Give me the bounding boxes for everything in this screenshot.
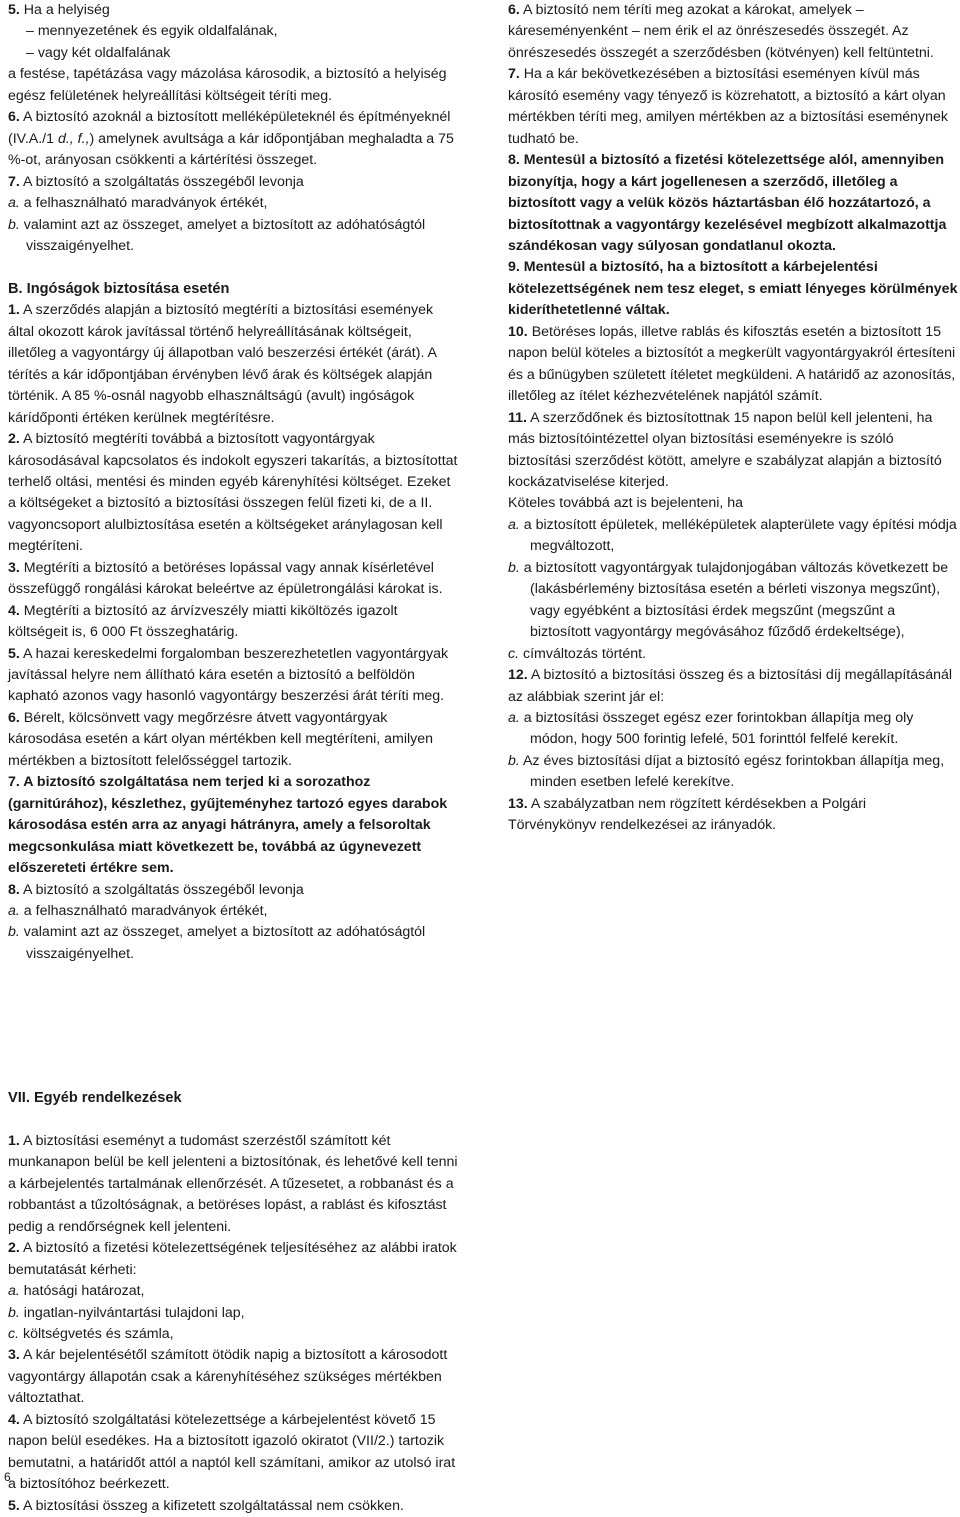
item-6b: 6. Bérelt, kölcsönvett vagy megőrzésre átvett vagyontárgyak károsodása esetén a kárt olyan mértékben kell megtéríteni, amilyen mértékben a biztosított felelősséggel tartozik. [8,709,434,769]
item-11-right: 11. A szerződőnek és biztosítottnak 15 napon belül kell jelenteni, ha más biztosítóintézettel olyan biztosítási eseményekre is szóló biztosítási szerződést kötött, amelyre e szabályzat alapján a biztosító kockázatviselése kiterjed. [508,409,942,490]
sub-item-a: a. a biztosított épületek, melléképületek alapterülete vagy építési módja megváltozott, [508,516,957,555]
item-3: 3. Megtéríti a biztosító a betöréses lopással vagy annak kísérletével összefüggő rongálási károkat beleértve az épületrongálási károkat is. [8,559,443,598]
sub-item-c: c. címváltozás történt. [508,645,647,662]
item-9-right: 9. Mentesül a biztosító, ha a biztosított a kárbejelentési kötelezettségének nem tesz eleget, s emiatt lényeges körülmények kideríthetetlenné váltak. [508,259,958,319]
paragraph: Köteles továbbá azt is bejelenteni, ha [508,495,744,512]
item-3-vii: 3. A kár bejelentésétől számított ötödik napig a biztosított a károsodott vagyontárgy állapotán csak a kárenyhítéséhez szükséges mértékben változtathat. [8,1347,448,1407]
sub-item-b: b. valamint azt az összeget, amelyet a biztosított az adóhatóságtól visszaigényelhet. [8,924,426,962]
sub-item-b: b. a biztosított vagyontárgyak tulajdonjogában változás következett be (lakásbérlemény biztosítása esetén a bérleti viszonya megszűnt), vagy egyébként a biztosítási érdek megszűnt (megszűnt a biztosított vagyontárgy megóvásához fűződő érdekeltsége), [508,559,949,641]
item-1: 1. A szerződés alapján a biztosító megtéríti a biztosítási események által okozott károk javítással történő helyreállításának költségeit, illetőleg a vagyontárgy új állapotban való beszerzési értékét (árát). A térítés a kár időpontjában érvényben lévő árak és költségek alapján történik. A 85 %-osnál nagyobb elhasználtságú (avult) ingóságok kárídőponti értéken kerülnek megtérítésre. [8,302,437,426]
sub-item-b: b. ingatlan-nyilvántartási tulajdoni lap, [8,1304,245,1321]
item-13-right: 13. A szabályzatban nem rögzített kérdésekben a Polgári Törvénykönyv rendelkezései az irányadók. [508,795,867,834]
item-6: 6. A biztosító azoknál a biztosított melléképületeknél és építményeknél (IV.A./1 d., f.,) amelynek avultsága a kár időpontjában meghaladta a 75 %-ot, arányosan csökkenti a kártérítési összeget. [8,109,454,169]
dash-item: – mennyezetének és egyik oldalfalának, [26,23,278,40]
item-7: 7. A biztosító a szolgáltatás összegéből levonja [8,173,304,190]
item-6-right: 6. A biztosító nem téríti meg azokat a károkat, amelyek – káreseményenként – nem érik el az önrészesedés összegét. Az önrészesedés összegét a szerződésben (kötvényen) kell feltüntetni. [508,2,934,61]
item-12-right: 12. A biztosító a biztosítási összeg és a biztosítási díj megállapításánál az alábbiak szerint jár el: [508,667,953,705]
item-2-vii: 2. A biztosító a fizetési kötelezettségének teljesítéséhez az alábbi iratok bemutatását kérheti: [8,1240,457,1278]
item-8: 8. A biztosító a szolgáltatás összegéből levonja [8,881,304,898]
sub-item-a: a. hatósági határozat, [8,1283,145,1300]
item-7-right: 7. Ha a kár bekövetkezésében a biztosítási eseményen kívül más károsító esemény vagy tényező is közrehatott, a biztosító a kárt olyan mértékben téríti meg, amilyen mértékben az a biztosítási eseménynek tudható be. [508,66,949,147]
sub-item-c: c. költségvetés és számla, [8,1325,174,1342]
section-heading-vii: VII. Egyéb rendelkezések [8,1090,182,1106]
item-8-right: 8. Mentesül a biztosító a fizetési kötelezettsége alól, amennyiben bizonyítja, hogy a kárt jogellenesen a szerződő, illetőleg a biztosított vagy a velük közös háztartásban élő hozzátartozó, a biztosítottnak a vagyontárgy kezelésével megbízott alkalmazottja szándékosan vagy súlyosan gondatlanul okozta. [508,152,947,254]
item-4: 4. Megtéríti a biztosító az árvízveszély miatti kiköltözés igazolt költségeit is, 6 000 Ft összeghatárig. [8,602,398,641]
left-column [8,0,458,965]
item-5b: 5. A hazai kereskedelmi forgalomban beszerezhetetlen vagyontárgyak javítással helyre nem állítható kára esetén a biztosító a belföldön kapható azonos vagy hasonló vagyontárgy beszerzési árát téríti meg. [8,645,449,705]
sub-item-a: a. a felhasználható maradványok értékét, [8,195,268,212]
item-10-right: 10. Betöréses lopás, illetve rablás és kifosztás esetén a biztosított 15 napon belül köteles a biztosítót a megkerült vagyontárgyakról értesíteni és a bűnügyben született ítéletet megküldeni. A határidő az azonosítás, illetőleg az ítélet kézhezvételének napjától számít. [508,323,956,405]
sub-item-a: a. a felhasználható maradványok értékét, [8,903,268,920]
item-4-vii: 4. A biztosító szolgáltatási kötelezettsége a kárbejelentést követő 15 napon belül esedékes. Ha a biztosított igazoló okiratot (VII/2.) tartozik bemutatni, a határidőt attól a naptól kell számítani, amikor az utolsó irat a biztosítóhoz beérkezett. [8,1411,456,1493]
sub-item-b: b. Az éves biztosítási díjat a biztosító egész forintokban állapítja meg, minden esetben lefelé kerekítve. [508,752,945,791]
sub-item-a: a. a biztosítási összeget egész ezer forintokban állapítja meg oly módon, hogy 500 forintig lefelé, 501 forinttól felfelé kerekít. [508,709,914,748]
paragraph: a festése, tapétázása vagy mázolása károsodik, a biztosító a helyiség egész felületének helyreállítási költségeit téríti meg. [8,66,447,104]
item-5: 5. Ha a helyiség [8,2,110,18]
page-number: 6 [4,1470,11,1484]
section-heading-b: B. Ingóságok biztosítása esetén [8,280,230,297]
right-column [508,0,958,837]
item-1-vii: 1. A biztosítási eseményt a tudomást szerzéstől számított két munkanapon belül be kell jelenteni a biztosítónak, és lehetővé kell tenni a kárbejelentés tartalmának ellenőrzését. A tűzesetet, a robbanást és a robbantást a tűzoltóságnak, a betöréses lopást, a rablást és kifosztást pedig a rendőrségnek kell jelenteni. [8,1132,458,1235]
dash-item: – vagy két oldalfalának [26,44,171,61]
item-7b: 7. A biztosító szolgáltatása nem terjed ki a sorozathoz (garnitúrához), készlethez, gyűjteményhez tartozó egyes darabok károsodása estén arra az anyagi hátrányra, amely a felsoroltak megcsonkulása miatt következett be, továbbá az úgynevezett előszereteti értékre sem. [8,774,448,877]
section-vii [8,1088,458,1517]
item-2: 2. A biztosító megtéríti továbbá a biztosított vagyontárgyak károsodásával kapcsolatos és indokolt egyszeri takarítás, a biztosítottat terhelő oltási, mentési és minden egyéb kárenyhítési költséget. Ezeket a költségeket a biztosító a biztosítási összegen felül fizeti ki, de a II. vagyoncsoport alulbiztosítása esetén a költségeket aránylagosan kell megtéríteni. [8,431,458,555]
sub-item-b: b. valamint azt az összeget, amelyet a biztosított az adóhatóságtól visszaigényelhet. [8,216,426,254]
item-5-vii: 5. A biztosítási összeg a kifizetett szolgáltatással nem csökken. [8,1497,404,1514]
